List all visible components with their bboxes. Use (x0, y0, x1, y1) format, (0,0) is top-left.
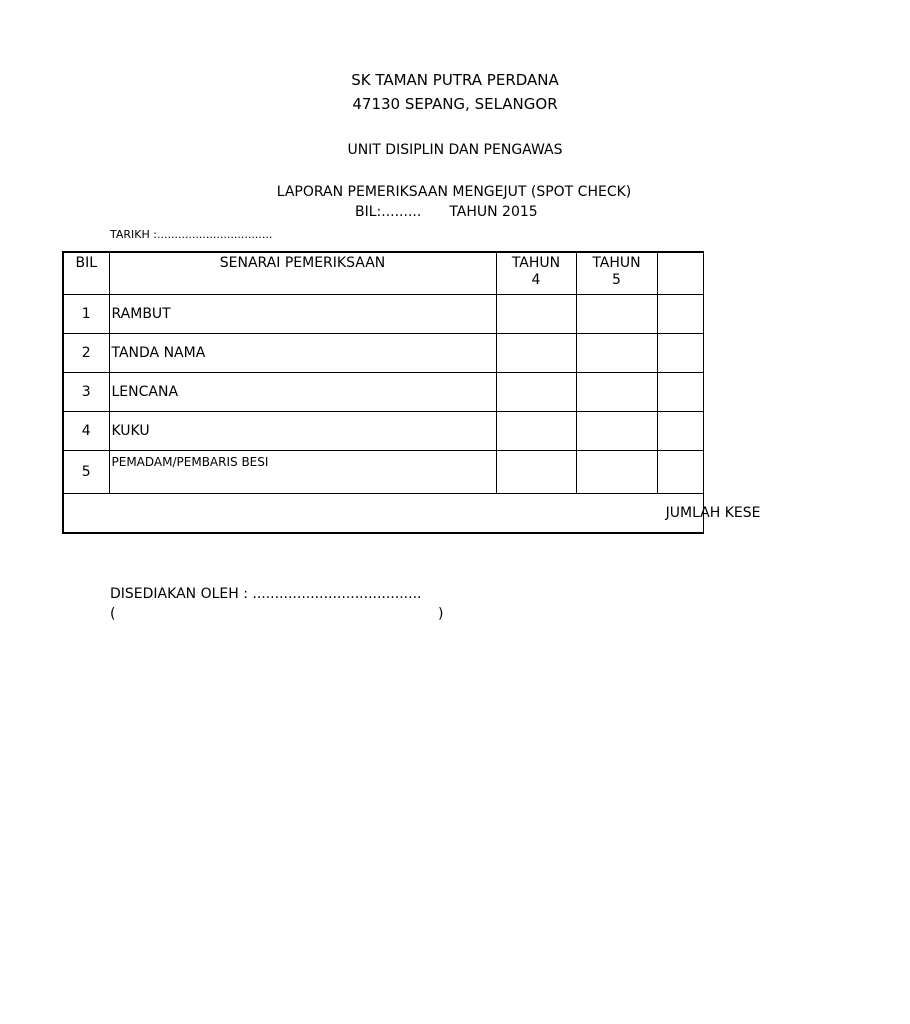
row-item: KUKU (109, 412, 496, 451)
row-extra-cell[interactable] (657, 373, 703, 412)
prepared-by-line: DISEDIAKAN OLEH : ...................................... (110, 586, 422, 602)
signature-paren-open: ( (110, 606, 116, 622)
row-bil: 3 (63, 373, 109, 412)
row-item: PEMADAM/PEMBARIS BESI (109, 451, 496, 494)
row-year4-cell[interactable] (496, 295, 576, 334)
row-year5-cell[interactable] (576, 451, 657, 494)
row-extra-cell[interactable] (657, 451, 703, 494)
header-year5: TAHUN 5 (576, 252, 657, 295)
row-year4-cell[interactable] (496, 334, 576, 373)
header-bil: BIL (63, 252, 109, 295)
row-item: RAMBUT (109, 295, 496, 334)
row-year5-cell[interactable] (576, 295, 657, 334)
row-year4-cell[interactable] (496, 373, 576, 412)
table-header-row (63, 252, 703, 295)
header-item: SENARAI PEMERIKSAAN (109, 252, 496, 295)
table-row (63, 412, 703, 451)
row-year5-cell[interactable] (576, 334, 657, 373)
header-extra (657, 252, 703, 295)
report-title: LAPORAN PEMERIKSAAN MENGEJUT (SPOT CHECK) (276, 184, 632, 200)
row-year5-cell[interactable] (576, 373, 657, 412)
unit-title: UNIT DISIPLIN DAN PENGAWAS (347, 142, 563, 158)
row-item: TANDA NAMA (109, 334, 496, 373)
row-year5-cell[interactable] (576, 412, 657, 451)
row-bil: 2 (63, 334, 109, 373)
total-label: JUMLAH KESE (665, 505, 761, 521)
table-row (63, 334, 703, 373)
bil-label: BIL:......... (355, 204, 422, 220)
row-extra-cell[interactable] (657, 412, 703, 451)
table-row (63, 295, 703, 334)
row-extra-cell[interactable] (657, 334, 703, 373)
school-name: SK TAMAN PUTRA PERDANA (351, 71, 559, 89)
date-label: TARIKH :................................. (110, 228, 273, 241)
row-bil: 1 (63, 295, 109, 334)
row-bil: 4 (63, 412, 109, 451)
year-label: TAHUN 2015 (449, 204, 538, 220)
row-year4-cell[interactable] (496, 412, 576, 451)
row-bil: 5 (63, 451, 109, 494)
row-extra-cell[interactable] (657, 295, 703, 334)
inspection-table (62, 251, 761, 534)
inspection-table-wrapper (62, 251, 761, 527)
row-item: LENCANA (109, 373, 496, 412)
row-year4-cell[interactable] (496, 451, 576, 494)
table-row (63, 451, 703, 494)
school-address: 47130 SEPANG, SELANGOR (352, 95, 558, 113)
total-row (63, 494, 703, 534)
signature-paren-close: ) (438, 606, 444, 622)
header-year4: TAHUN 4 (496, 252, 576, 295)
bil-year-line (355, 204, 538, 220)
table-row (63, 373, 703, 412)
total-cell (63, 494, 761, 534)
